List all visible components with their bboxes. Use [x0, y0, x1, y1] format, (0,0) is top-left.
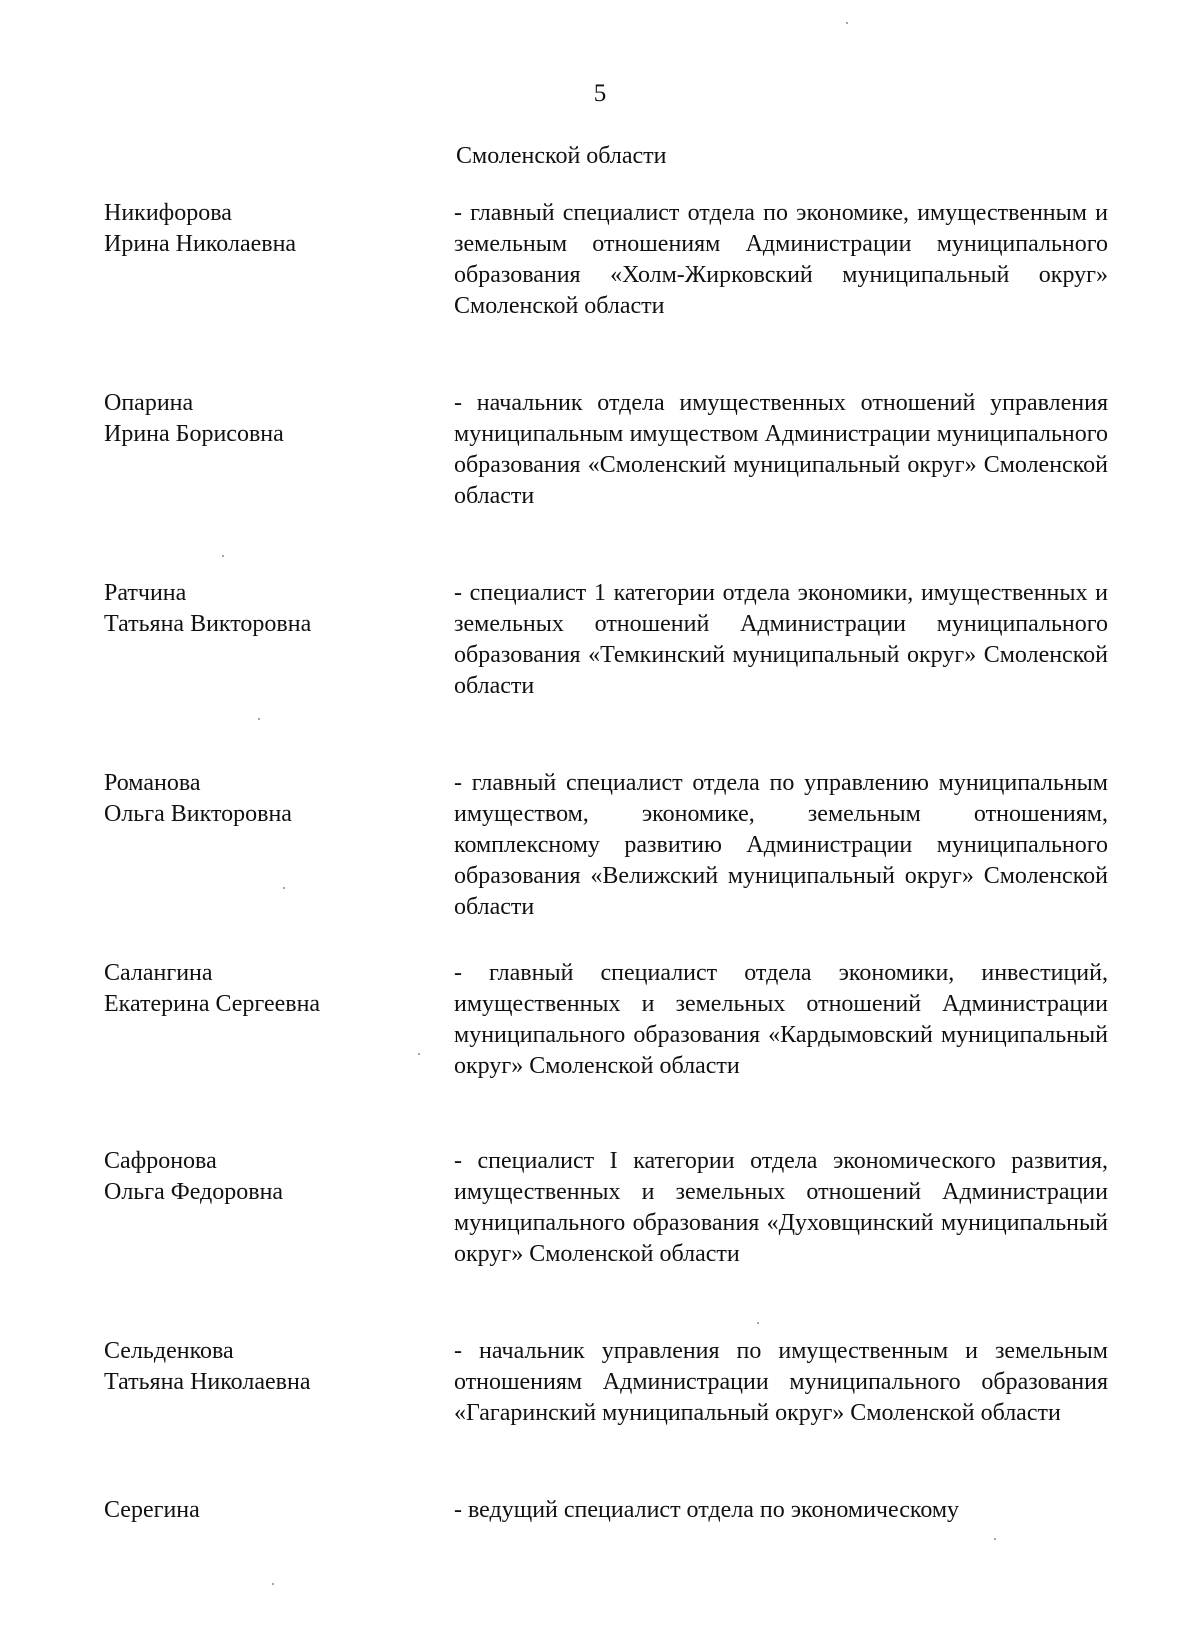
page-number: 5 [593, 80, 607, 107]
member-given-names: Ольга Федоровна [104, 1179, 284, 1205]
scan-speck [418, 1053, 420, 1055]
member-name [104, 578, 404, 640]
scan-speck [994, 1538, 996, 1540]
member-name [104, 1146, 404, 1208]
scan-speck [258, 718, 260, 720]
member-surname: Никифорова [104, 200, 232, 226]
member-name [104, 768, 404, 830]
member-position: - специалист 1 категории отдела экономики, имущественных и земельных отношений Администрации муниципального образования «Темкинский муниципальный округ» Смоленской области [454, 580, 1108, 699]
member-surname: Сафронова [104, 1148, 217, 1174]
continued-text: Смоленской области [456, 143, 667, 169]
scan-speck [283, 887, 285, 889]
member-surname: Сельденкова [104, 1338, 234, 1364]
member-name [104, 1495, 404, 1526]
member-given-names: Татьяна Николаевна [104, 1369, 311, 1395]
member-name [104, 198, 404, 260]
member-surname: Салангина [104, 960, 213, 986]
member-given-names: Екатерина Сергеевна [104, 991, 321, 1017]
member-position: - ведущий специалист отдела по экономическому [454, 1497, 960, 1523]
member-position: - главный специалист отдела экономики, инвестиций, имущественных и земельных отношений Администрации муниципального образования «Кардымовский муниципальный округ» Смоленской области [454, 960, 1108, 1079]
member-position: - специалист I категории отдела экономического развития, имущественных и земельных отношений Администрации муниципального образования «Духовщинский муниципальный округ» Смоленской области [454, 1148, 1108, 1267]
member-name [104, 958, 404, 1020]
member-name [104, 1336, 404, 1398]
member-surname: Серегина [104, 1497, 200, 1523]
member-position: - главный специалист отдела по управлению муниципальным имуществом, экономике, земельным отношениям, комплексному развитию Администрации муниципального образования «Велижский муниципальный округ» Смоленской области [454, 770, 1108, 920]
member-position: - главный специалист отдела по экономике, имущественным и земельным отношениям Администрации муниципального образования «Холм-Жирковский муниципальный округ» Смоленской области [454, 200, 1108, 319]
scan-speck [846, 22, 848, 24]
member-surname: Ратчина [104, 580, 187, 606]
member-given-names: Ирина Борисовна [104, 421, 284, 447]
member-given-names: Ольга Викторовна [104, 801, 292, 827]
scan-speck [272, 1583, 274, 1585]
member-surname: Романова [104, 770, 201, 796]
member-position: - начальник отдела имущественных отношений управления муниципальным имуществом Администрации муниципального образования «Смоленский муниципальный округ» Смоленской области [454, 390, 1108, 509]
member-surname: Опарина [104, 390, 194, 416]
member-name [104, 388, 404, 450]
scan-speck [222, 555, 224, 557]
member-position: - начальник управления по имущественным и земельным отношениям Администрации муниципального образования «Гагаринский муниципальный округ» Смоленской области [454, 1338, 1108, 1426]
scan-speck [757, 1322, 759, 1324]
member-given-names: Татьяна Викторовна [104, 611, 312, 637]
member-given-names: Ирина Николаевна [104, 231, 297, 257]
